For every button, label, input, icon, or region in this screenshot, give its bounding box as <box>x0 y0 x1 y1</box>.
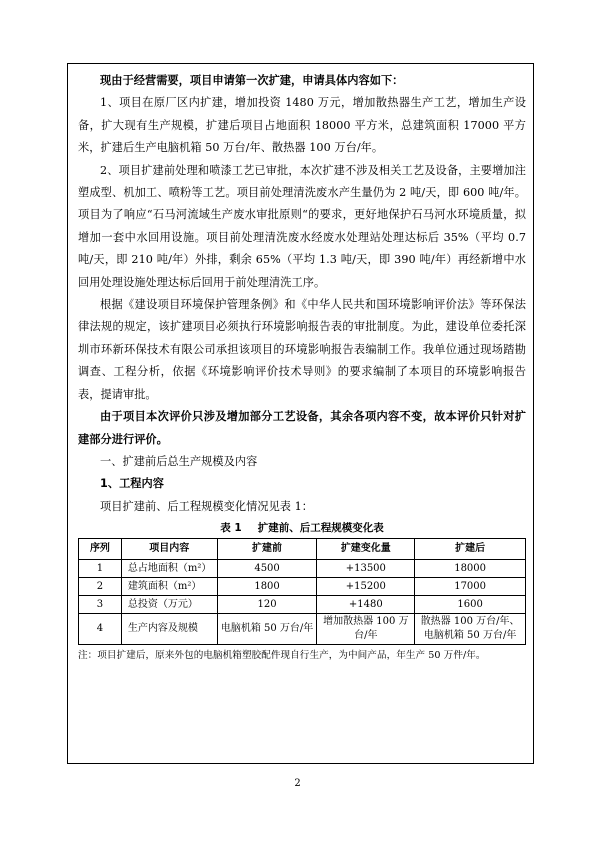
table-row <box>79 578 526 596</box>
cell-change: +15200 <box>317 578 415 596</box>
paragraph-evaluation-scope: 由于项目本次评价只涉及增加部分工艺设备，其余各项内容不变，故本评价只针对扩建部分进行评价。 <box>78 410 526 446</box>
table-row <box>79 614 526 645</box>
cell-before: 1800 <box>217 578 317 596</box>
cell-before: 4500 <box>217 560 317 578</box>
header-item: 项目内容 <box>121 539 217 560</box>
cell-change: +1480 <box>317 596 415 614</box>
table-row <box>79 596 526 614</box>
cell-seq: 1 <box>79 560 122 578</box>
cell-seq: 2 <box>79 578 122 596</box>
cell-before: 电脑机箱 50 万台/年 <box>217 614 317 645</box>
cell-after: 1600 <box>415 596 526 614</box>
table-intro: 项目扩建前、后工程规模变化情况见表 1： <box>100 499 314 513</box>
subsection-heading: 1、工程内容 <box>100 477 165 491</box>
cell-change: +13500 <box>317 560 415 578</box>
paragraph-regulations: 根据《建设项目环境保护管理条例》和《中华人民共和国环境影响评价法》等环保法律法规的规定，该扩建项目必须执行环境影响报告表的审批制度。为此，建设单位委托深圳市环新环保技术有限公司承担该项目的环境影响报告表编制工作。我单位通过现场踏勘调查、工程分析，依据《环境影响评价技术导则》的要求编制了本项目的环境影响报告表，提请审批。 <box>78 298 526 401</box>
cell-before: 120 <box>217 596 317 614</box>
cell-item: 建筑面积（m²） <box>121 578 217 596</box>
cell-item: 生产内容及规模 <box>121 614 217 645</box>
table-caption <box>78 519 526 537</box>
cell-item: 总占地面积（m²） <box>121 560 217 578</box>
cell-change: 增加散热器 100 万台/年 <box>317 614 415 645</box>
scale-change-table <box>78 538 526 645</box>
header-before: 扩建前 <box>217 539 317 560</box>
page-number: 2 <box>294 778 301 789</box>
cell-after: 散热器 100 万台/年、电脑机箱 50 万台/年 <box>415 614 526 645</box>
table-header-row <box>79 539 526 560</box>
cell-seq: 4 <box>79 614 122 645</box>
cell-seq: 3 <box>79 596 122 614</box>
paragraph-process-wastewater: 2、项目扩建前处理和喷漆工艺已审批，本次扩建不涉及相关工艺及设备，主要增加注塑成型、机加工、喷粉等工艺。项目前处理清洗废水产生量仍为 2 吨/天，即 600 吨/年。项目为了响应“石马河流域生产废水审批原则“的要求，更好地保护石马河水环境质量，拟增加一套中水回用设施。项目前处理清洗废水经废水处理站处理达标后 35%（平均 0.7 吨/天，即 210 吨/年）外排，剩余 65%（平均 1.3 吨/天，即 390 吨/年）再经新增中水回用处理设施处理达标后回用于前处理清洗工序。 <box>78 163 526 289</box>
table-row <box>79 560 526 578</box>
section-heading: 一、扩建前后总生产规模及内容 <box>100 454 258 468</box>
table-caption-number: 表 1 <box>220 522 242 535</box>
intro-paragraph: 现由于经营需要，项目申请第一次扩建，申请具体内容如下： <box>100 74 404 87</box>
table-note: 注：项目扩建后，原来外包的电脑机箱塑胶配件现自行生产，为中间产品，年生产 50 万件/年。 <box>78 650 486 662</box>
paragraph-expansion-scope: 1、项目在原厂区内扩建，增加投资 1480 万元，增加散热器生产工艺，增加生产设备，扩大现有生产规模，扩建后项目占地面积 18000 平方米，总建筑面积 17000 平方米，扩建后生产电脑机箱 50 万台/年、散热器 100 万台/年。 <box>78 96 526 155</box>
header-seq: 序列 <box>79 539 122 560</box>
cell-item: 总投资（万元） <box>121 596 217 614</box>
cell-after: 17000 <box>415 578 526 596</box>
cell-after: 18000 <box>415 560 526 578</box>
document-body <box>78 70 526 665</box>
header-after: 扩建后 <box>415 539 526 560</box>
table-caption-title: 扩建前、后工程规模变化表 <box>257 522 384 535</box>
header-change: 扩建变化量 <box>317 539 415 560</box>
